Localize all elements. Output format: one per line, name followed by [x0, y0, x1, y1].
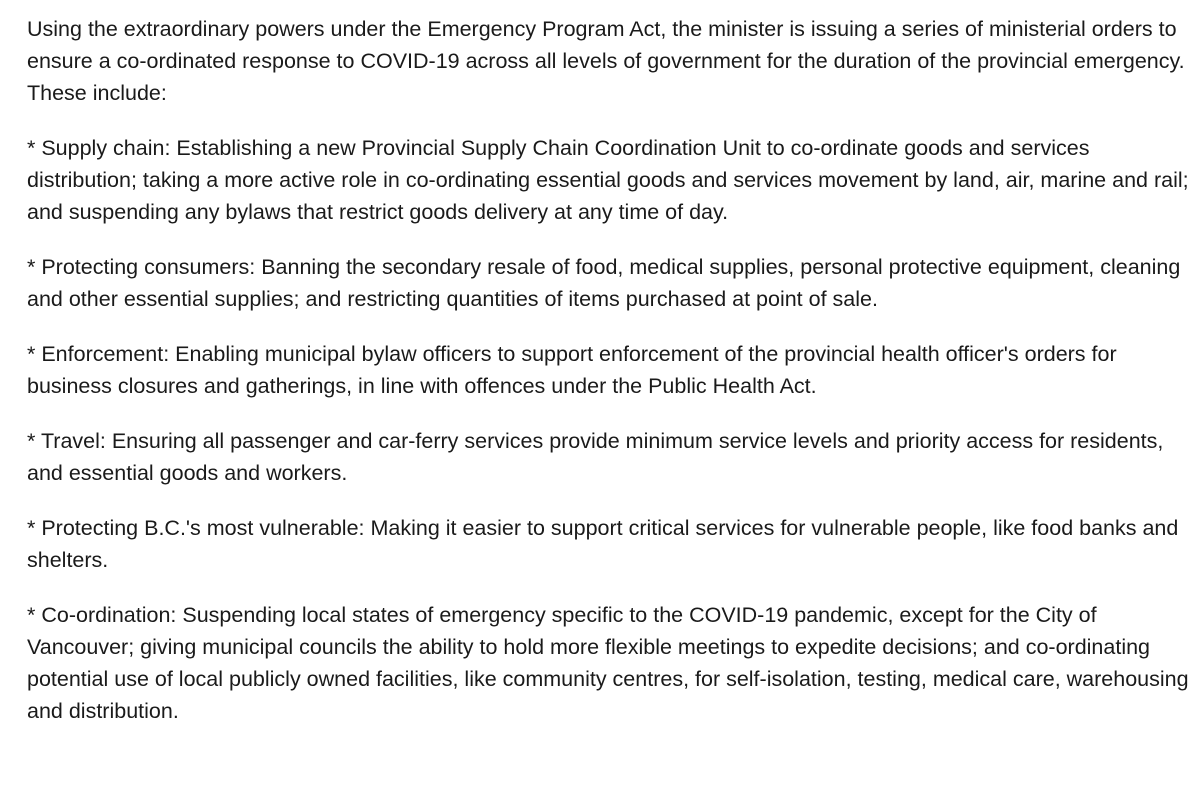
item-travel: * Travel: Ensuring all passenger and car-ferry services provide minimum service levels and priority access for residents, and essential goods and workers. — [27, 429, 1164, 485]
item-protecting-vulnerable: * Protecting B.C.'s most vulnerable: Making it easier to support critical services for vulnerable people, like food banks and shelters. — [27, 516, 1179, 572]
item-enforcement: * Enforcement: Enabling municipal bylaw officers to support enforcement of the provincial health officer's orders for business closures and gatherings, in line with offences under the Public Health Act. — [27, 342, 1117, 398]
item-co-ordination: * Co-ordination: Suspending local states of emergency specific to the COVID-19 pandemic, except for the City of Vancouver; giving municipal councils the ability to hold more flexible meetings to expedite decisions; and co-ordinating potential use of local publicly owned facilities, like community centres, for self-isolation, testing, medical care, warehousing and distribution. — [27, 603, 1189, 723]
item-supply-chain: * Supply chain: Establishing a new Provincial Supply Chain Coordination Unit to co-ordinate goods and services distribution; taking a more active role in co-ordinating essential goods and services movement by land, air, marine and rail; and suspending any bylaws that restrict goods delivery at any time of day. — [27, 136, 1189, 224]
item-protecting-consumers: * Protecting consumers: Banning the secondary resale of food, medical supplies, personal protective equipment, cleaning and other essential supplies; and restricting quantities of items purchased at point of sale. — [27, 255, 1181, 311]
intro-paragraph: Using the extraordinary powers under the Emergency Program Act, the minister is issuing a series of ministerial orders to ensure a co-ordinated response to COVID-19 across all levels of government for the duration of the provincial emergency. These include: — [27, 17, 1185, 105]
